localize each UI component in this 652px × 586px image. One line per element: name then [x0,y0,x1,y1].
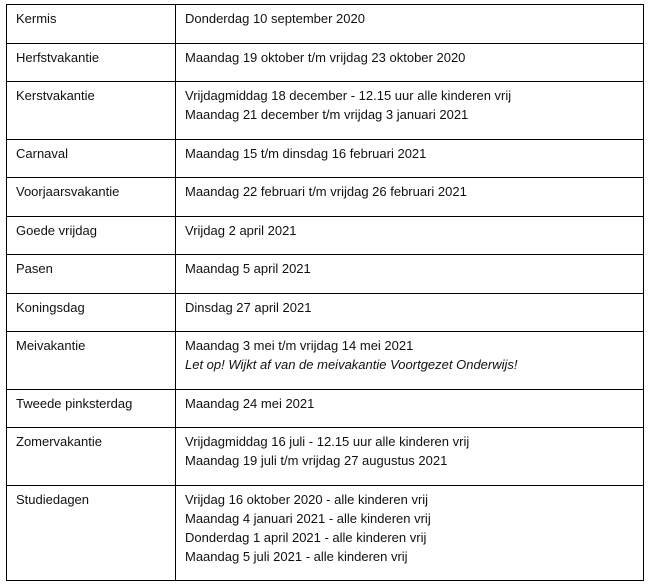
event-label: Herfstvakantie [16,49,100,65]
event-label: Koningsdag [16,299,85,315]
event-cell [7,485,176,581]
event-label: Kermis [16,11,57,26]
date-line: Vrijdagmiddag 16 juli - 12.15 uur alle kinderen vrij [185,434,470,449]
date-cell [176,82,644,140]
event-cell [7,389,176,428]
date-cell [176,5,644,44]
event-label: Pasen [16,261,53,276]
event-cell [7,5,176,44]
date-cell [176,485,644,581]
schedule-table [6,4,644,581]
date-line: Maandag 5 april 2021 [185,261,311,276]
event-label: Studiedagen [16,491,90,507]
event-cell [7,178,176,217]
date-line: Maandag 22 februari t/m vrijdag 26 februari 2021 [185,184,467,199]
date-line: Maandag 24 mei 2021 [185,395,315,411]
date-line: Vrijdag 2 april 2021 [185,222,297,238]
event-cell [7,216,176,255]
table-row [7,43,644,82]
table-row [7,389,644,428]
date-line: Donderdag 10 september 2020 [185,11,365,26]
table-row [7,82,644,140]
event-label: Meivakantie [16,338,86,353]
date-line: Dinsdag 27 april 2021 [185,299,312,315]
date-line: Donderdag 1 april 2021 - alle kinderen vrij [185,529,427,545]
table-row [7,216,644,255]
event-cell [7,293,176,332]
date-cell [176,255,644,294]
date-line: Maandag 3 mei t/m vrijdag 14 mei 2021 [185,338,414,353]
date-cell [176,43,644,82]
table-row [7,5,644,44]
date-cell [176,293,644,332]
table-row [7,139,644,178]
note-line: Let op! Wijkt af van de meivakantie Voortgezet Onderwijs! [185,357,518,372]
table-row [7,485,644,581]
date-line: Vrijdag 16 oktober 2020 - alle kinderen vrij [185,491,429,507]
date-cell [176,389,644,428]
date-line: Maandag 19 oktober t/m vrijdag 23 oktober 2020 [185,49,466,65]
date-line: Vrijdagmiddag 18 december - 12.15 uur alle kinderen vrij [185,88,512,103]
event-cell [7,332,176,390]
date-line: Maandag 15 t/m dinsdag 16 februari 2021 [185,145,427,161]
table-row [7,332,644,390]
event-label: Zomervakantie [16,434,102,449]
table-row [7,428,644,486]
date-cell [176,332,644,390]
date-cell [176,139,644,178]
table-row [7,255,644,294]
event-cell [7,82,176,140]
table-row [7,178,644,217]
date-cell [176,216,644,255]
date-cell [176,428,644,486]
date-line: Maandag 19 juli t/m vrijdag 27 augustus 2021 [185,453,448,468]
event-label: Kerstvakantie [16,88,95,103]
event-label: Carnaval [16,145,69,161]
date-line: Maandag 4 januari 2021 - alle kinderen vrij [185,510,431,526]
event-cell [7,139,176,178]
event-cell [7,428,176,486]
event-label: Tweede pinksterdag [16,395,133,411]
event-cell [7,43,176,82]
date-line: Maandag 21 december t/m vrijdag 3 januari 2021 [185,107,469,122]
date-line: Maandag 5 juli 2021 - alle kinderen vrij [185,548,408,564]
table-row [7,293,644,332]
date-cell [176,178,644,217]
event-label: Voorjaarsvakantie [16,184,120,199]
event-cell [7,255,176,294]
event-label: Goede vrijdag [16,222,97,238]
